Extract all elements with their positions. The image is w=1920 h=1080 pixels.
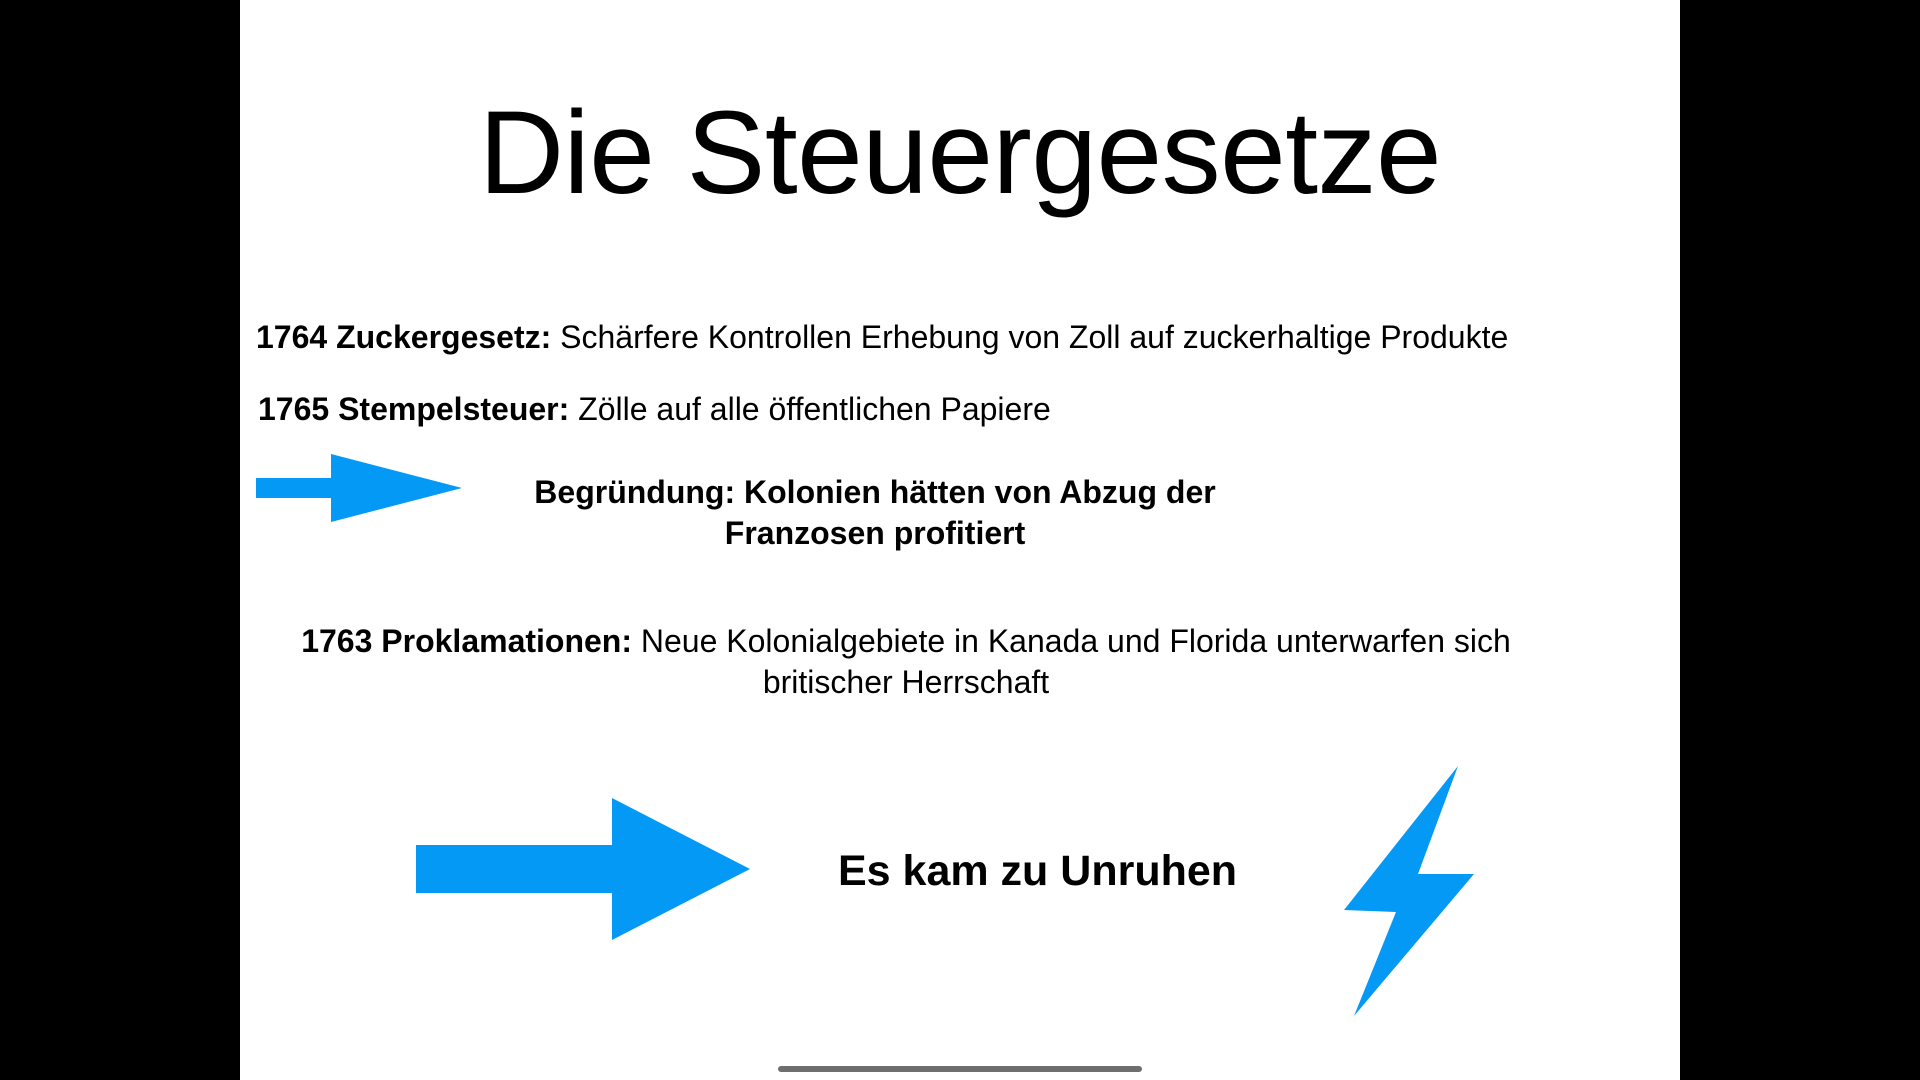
home-indicator[interactable] <box>778 1066 1142 1072</box>
reason-line-2: Franzosen profitiert <box>724 515 1026 551</box>
sugar-act-line <box>256 316 1508 358</box>
stamp-act-line <box>258 388 1051 430</box>
proclamation-label: 1763 Proklamationen: <box>301 623 632 659</box>
proclamation-text-1: Neue Kolonialgebiete in Kanada und Florida unterwarfen sich <box>632 623 1511 659</box>
reason-text <box>490 472 1260 554</box>
arrow-small-shape <box>256 454 462 522</box>
proclamation-text <box>260 621 1552 703</box>
slide <box>240 0 1680 1080</box>
proclamation-line-1 <box>260 621 1552 662</box>
sugar-act-text: Schärfere Kontrollen Erhebung von Zoll auf zuckerhaltige Produkte <box>551 319 1509 355</box>
arrow-right-icon <box>256 452 462 524</box>
proclamation-line-2: britischer Herrschaft <box>762 664 1050 700</box>
conclusion-text: Es kam zu Unruhen <box>838 847 1238 895</box>
stamp-act-text: Zölle auf alle öffentlichen Papiere <box>569 391 1051 427</box>
stamp-act-label: 1765 Stempelsteuer: <box>258 391 570 427</box>
arrow-big-shape <box>416 798 750 940</box>
lightning-icon <box>1344 764 1476 1018</box>
slide-title: Die Steuergesetze <box>478 87 1442 219</box>
arrow-right-icon <box>416 796 750 942</box>
sugar-act-label: 1764 Zuckergesetz: <box>256 319 552 355</box>
lightning-shape <box>1344 766 1474 1016</box>
reason-line-1: Begründung: Kolonien hätten von Abzug der <box>534 474 1216 510</box>
